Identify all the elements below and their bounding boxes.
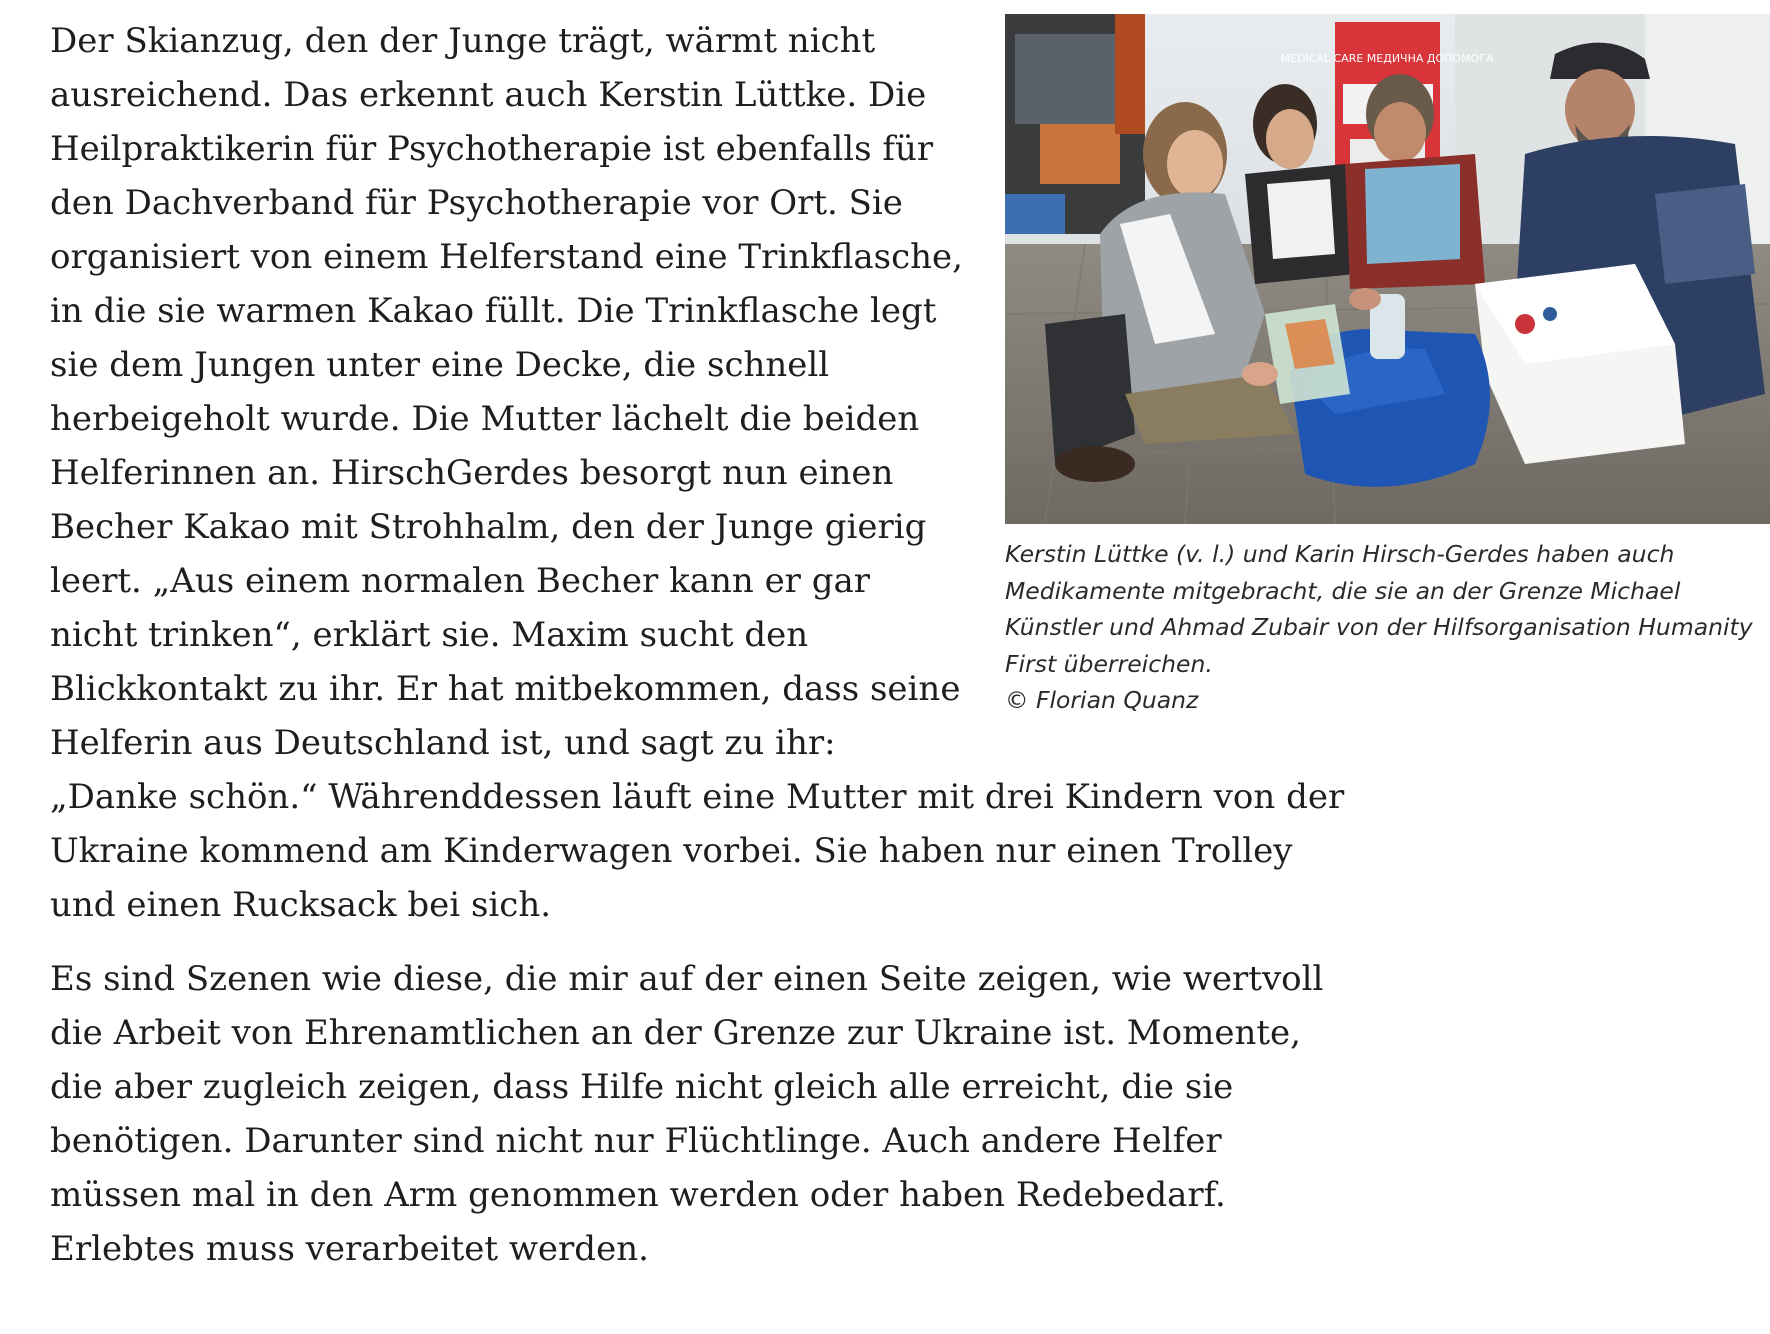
photo-caption-text: Kerstin Lüttke (v. l.) und Karin Hirsch-Gerdes haben auch Medikamente mitgebracht, die sie an der Grenze Michael Künstler und Ahmad Zubair von der Hilfsorganisation Humanity First überreichen. xyxy=(1005,540,1753,678)
article-body xyxy=(50,14,1753,1276)
photo-helpers-at-border xyxy=(1005,14,1770,524)
article-paragraph-2: Es sind Szenen wie diese, die mir auf der einen Seite zeigen, wie wertvoll die Arbeit von Ehrenamtlichen an der Grenze zur Ukraine ist. Momente, die aber zugleich zeigen, dass Hilfe nicht gleich alle erreicht, die sie benötigen. Darunter sind nicht nur Flüchtlinge. Auch andere Helfer müssen mal in den Arm genommen werden oder haben Redebedarf. Erlebtes muss verarbeitet werden. xyxy=(50,959,1324,1269)
article-paragraph-1: Der Skianzug, den der Junge trägt, wärmt nicht ausreichend. Das erkennt auch Kerstin Lüttke. Die Heilpraktikerin für Psychotherapie ist ebenfalls für den Dachverband für Psychotherapie vor Ort. Sie organisiert von einem Helferstand eine Trinkflasche, in die sie warmen Kakao füllt. Die Trinkflasche legt sie dem Jungen unter eine Decke, die schnell herbeigeholt wurde. Die Mutter lächelt die beiden Helferinnen an. HirschGerdes besorgt nun einen Becher Kakao mit Strohhalm, den der Junge gierig leert. „Aus einem normalen Becher kann er gar nicht trinken“, erklärt sie. Maxim sucht den Blickkontakt zu ihr. Er hat mitbekommen, dass seine Helferin aus Deutschland ist, und sagt zu ihr: „Danke schön.“ Währenddessen läuft eine Mutter mit drei Kindern von der Ukraine kommend am Kinderwagen vorbei. Sie haben nur einen Trolley und einen Rucksack bei sich. xyxy=(50,21,1345,925)
article-figure xyxy=(1005,14,1770,719)
photo-credit: © Florian Quanz xyxy=(1005,686,1199,714)
medical-care-sign-text: MEDICAL CARE МЕДИЧНА ДОПОМОГА xyxy=(1280,52,1494,65)
photo-caption xyxy=(1005,536,1770,719)
